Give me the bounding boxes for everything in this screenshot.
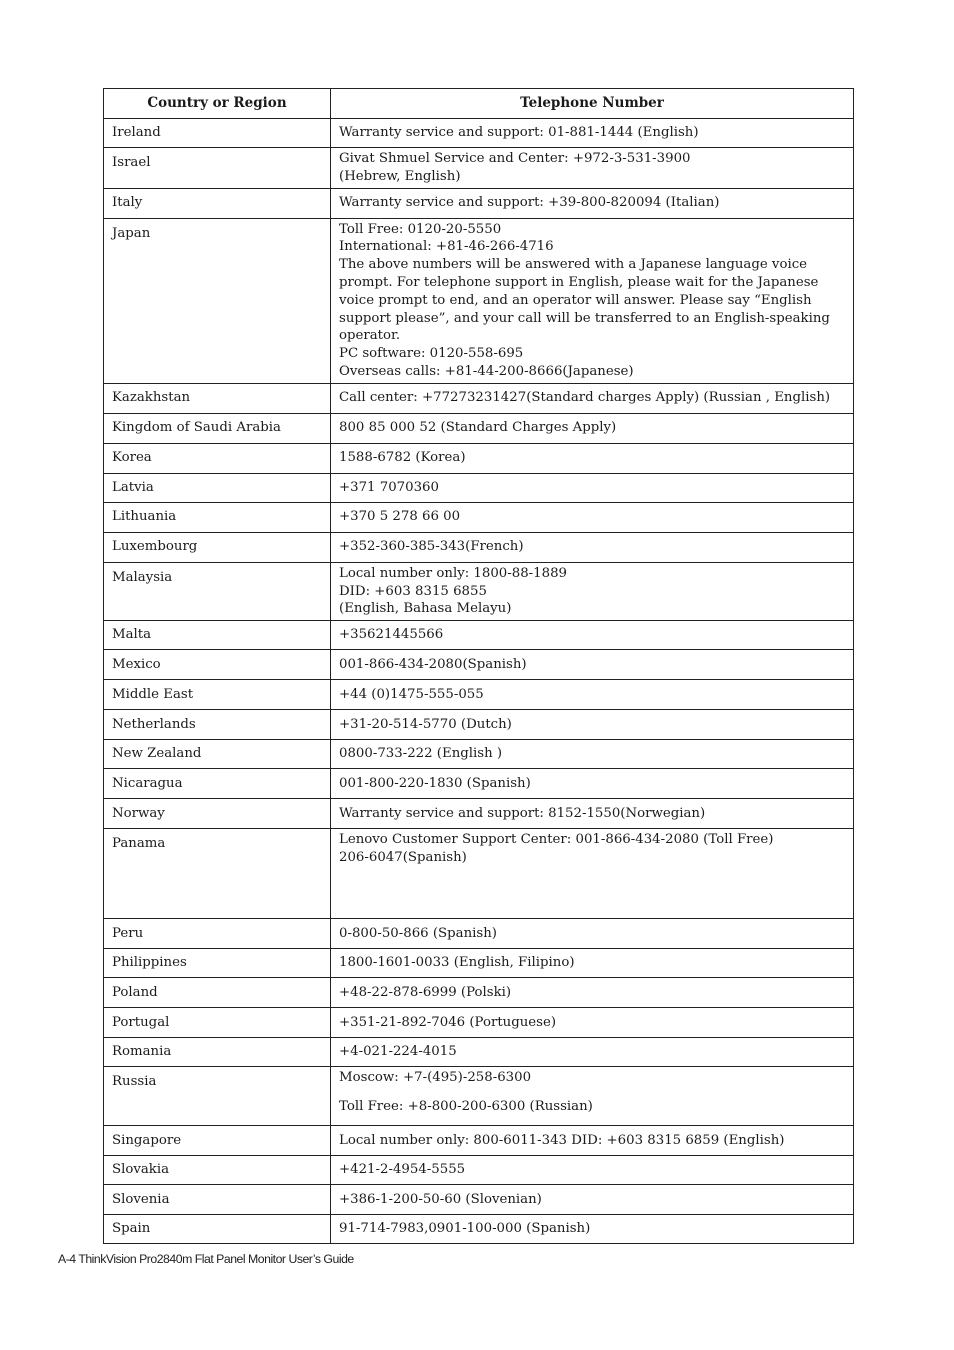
- country-cell: Malta: [104, 621, 331, 650]
- telephone-line: Warranty service and support: 8152-1550(Norwegian): [339, 805, 706, 821]
- telephone-line: Call center: +77273231427(Standard charges Apply) (Russian , English): [339, 390, 831, 406]
- telephone-cell: [331, 949, 854, 978]
- telephone-line: International: +81-46-266-4716: [339, 239, 554, 255]
- table-row: [104, 829, 854, 919]
- telephone-cell: [331, 680, 854, 710]
- telephone-line: Lenovo Customer Support Center: 001-866-434-2080 (Toll Free): [339, 832, 774, 848]
- telephone-line: Overseas calls: +81-44-200-8666(Japanese): [339, 363, 634, 379]
- telephone-line: voice prompt to end, and an operator will answer. Please say “English: [339, 292, 812, 308]
- telephone-line: 800 85 000 52 (Standard Charges Apply): [339, 420, 617, 436]
- telephone-line: +421-2-4954-5555: [339, 1162, 466, 1178]
- telephone-line: Givat Shmuel Service and Center: +972-3-531-3900: [339, 151, 691, 166]
- table-row: [104, 680, 854, 710]
- telephone-line: (English, Bahasa Melayu): [339, 601, 512, 617]
- telephone-cell: [331, 188, 854, 218]
- telephone-line: +371 7070360: [339, 479, 439, 495]
- table-row: [104, 769, 854, 799]
- telephone-line: Local number only: 1800-88-1889: [339, 565, 568, 581]
- telephone-line: (Hebrew, English): [339, 168, 461, 184]
- country-cell: Lithuania: [104, 502, 331, 532]
- table-row: [104, 1038, 854, 1067]
- telephone-cell: [331, 218, 854, 383]
- table-row: [104, 710, 854, 740]
- column-header-telephone: Telephone Number: [331, 89, 854, 119]
- telephone-cell: [331, 443, 854, 473]
- country-cell: New Zealand: [104, 740, 331, 769]
- telephone-line: Warranty service and support: +39-800-820094 (Italian): [339, 195, 720, 211]
- country-cell: Ireland: [104, 119, 331, 148]
- country-cell: Russia: [104, 1067, 331, 1126]
- column-header-country: Country or Region: [104, 89, 331, 119]
- table-row: [104, 1215, 854, 1244]
- table-row: [104, 188, 854, 218]
- line-gap: [339, 1087, 845, 1098]
- country-cell: Italy: [104, 188, 331, 218]
- country-cell: Nicaragua: [104, 769, 331, 799]
- telephone-cell: [331, 978, 854, 1008]
- telephone-cell: [331, 562, 854, 620]
- phone-support-table: [103, 88, 854, 1244]
- telephone-line: 0800-733-222 (English ): [339, 746, 503, 762]
- telephone-line: +352-360-385-343(French): [339, 539, 524, 555]
- table-row: [104, 148, 854, 189]
- country-cell: Israel: [104, 148, 331, 189]
- telephone-line: Local number only: 800-6011-343 DID: +603 8315 6859 (English): [339, 1132, 785, 1148]
- telephone-line: +370 5 278 66 00: [339, 509, 461, 525]
- country-cell: Panama: [104, 829, 331, 919]
- country-cell: Luxembourg: [104, 532, 331, 562]
- telephone-line: 001-866-434-2080(Spanish): [339, 656, 527, 672]
- country-cell: Slovenia: [104, 1185, 331, 1215]
- table-row: [104, 740, 854, 769]
- table-row: [104, 1008, 854, 1038]
- telephone-line: 1588-6782 (Korea): [339, 450, 466, 466]
- telephone-line: +31-20-514-5770 (Dutch): [339, 716, 512, 732]
- telephone-cell: [331, 829, 854, 919]
- table-row: [104, 562, 854, 620]
- page-footer: A-4 ThinkVision Pro2840m Flat Panel Monitor User’s Guide: [58, 1252, 354, 1266]
- telephone-line: 1800-1601-0033 (English, Filipino): [339, 955, 575, 971]
- country-cell: Korea: [104, 443, 331, 473]
- telephone-cell: [331, 799, 854, 829]
- country-cell: Mexico: [104, 650, 331, 680]
- telephone-line: prompt. For telephone support in English, please wait for the Japanese: [339, 274, 819, 290]
- country-cell: Peru: [104, 919, 331, 949]
- telephone-line: +386-1-200-50-60 (Slovenian): [339, 1191, 542, 1207]
- telephone-line: Toll Free: 0120-20-5550: [339, 221, 502, 237]
- table-row: [104, 978, 854, 1008]
- country-cell: Spain: [104, 1215, 331, 1244]
- telephone-line: +35621445566: [339, 627, 444, 643]
- telephone-cell: [331, 1215, 854, 1244]
- table-row: [104, 502, 854, 532]
- telephone-cell: [331, 502, 854, 532]
- telephone-line: support please”, and your call will be transferred to an English-speaking: [339, 310, 830, 326]
- telephone-cell: [331, 769, 854, 799]
- telephone-line: +4-021-224-4015: [339, 1044, 457, 1060]
- telephone-line: 0-800-50-866 (Spanish): [339, 925, 497, 941]
- telephone-cell: [331, 413, 854, 443]
- telephone-cell: [331, 1126, 854, 1156]
- telephone-line: PC software: 0120-558-695: [339, 346, 524, 362]
- country-cell: Malaysia: [104, 562, 331, 620]
- table-row: [104, 383, 854, 413]
- telephone-cell: [331, 1185, 854, 1215]
- telephone-cell: [331, 650, 854, 680]
- table-row: [104, 1126, 854, 1156]
- country-cell: Singapore: [104, 1126, 331, 1156]
- telephone-cell: [331, 148, 854, 189]
- table-row: [104, 218, 854, 383]
- country-cell: Portugal: [104, 1008, 331, 1038]
- country-cell: Middle East: [104, 680, 331, 710]
- table-row: [104, 1185, 854, 1215]
- table-row: [104, 1156, 854, 1185]
- telephone-line: DID: +603 8315 6855: [339, 583, 487, 599]
- country-cell: Netherlands: [104, 710, 331, 740]
- telephone-line: +44 (0)1475-555-055: [339, 686, 484, 702]
- table-row: [104, 413, 854, 443]
- table-row: [104, 799, 854, 829]
- country-cell: Kingdom of Saudi Arabia: [104, 413, 331, 443]
- country-cell: Slovakia: [104, 1156, 331, 1185]
- telephone-cell: [331, 621, 854, 650]
- country-cell: Kazakhstan: [104, 383, 331, 413]
- telephone-line: 206-6047(Spanish): [339, 849, 467, 865]
- country-cell: Latvia: [104, 473, 331, 502]
- table-row: [104, 473, 854, 502]
- telephone-line: Warranty service and support: 01-881-1444 (English): [339, 125, 699, 141]
- telephone-cell: [331, 1067, 854, 1126]
- table-row: [104, 1067, 854, 1126]
- table-row: [104, 443, 854, 473]
- telephone-cell: [331, 119, 854, 148]
- telephone-cell: [331, 740, 854, 769]
- telephone-cell: [331, 919, 854, 949]
- telephone-line: 91-714-7983,0901-100-000 (Spanish): [339, 1221, 591, 1237]
- country-cell: Norway: [104, 799, 331, 829]
- telephone-cell: [331, 532, 854, 562]
- telephone-line: The above numbers will be answered with a Japanese language voice: [339, 257, 808, 273]
- telephone-line: +48-22-878-6999 (Polski): [339, 984, 512, 1000]
- table-row: [104, 532, 854, 562]
- table-row: [104, 919, 854, 949]
- table-row: [104, 949, 854, 978]
- telephone-line: operator.: [339, 328, 401, 344]
- telephone-cell: [331, 1008, 854, 1038]
- telephone-line: Toll Free: +8-800-200-6300 (Russian): [339, 1098, 593, 1114]
- telephone-cell: [331, 383, 854, 413]
- table-row: [104, 621, 854, 650]
- telephone-cell: [331, 1156, 854, 1185]
- telephone-cell: [331, 1038, 854, 1067]
- telephone-line: Moscow: +7-(495)-258-6300: [339, 1070, 532, 1086]
- country-cell: Poland: [104, 978, 331, 1008]
- country-cell: Philippines: [104, 949, 331, 978]
- telephone-line: +351-21-892-7046 (Portuguese): [339, 1014, 557, 1030]
- table-row: [104, 119, 854, 148]
- telephone-cell: [331, 473, 854, 502]
- country-cell: Romania: [104, 1038, 331, 1067]
- telephone-line: 001-800-220-1830 (Spanish): [339, 775, 531, 791]
- table-row: [104, 650, 854, 680]
- telephone-cell: [331, 710, 854, 740]
- table-header-row: [104, 89, 854, 119]
- country-cell: Japan: [104, 218, 331, 383]
